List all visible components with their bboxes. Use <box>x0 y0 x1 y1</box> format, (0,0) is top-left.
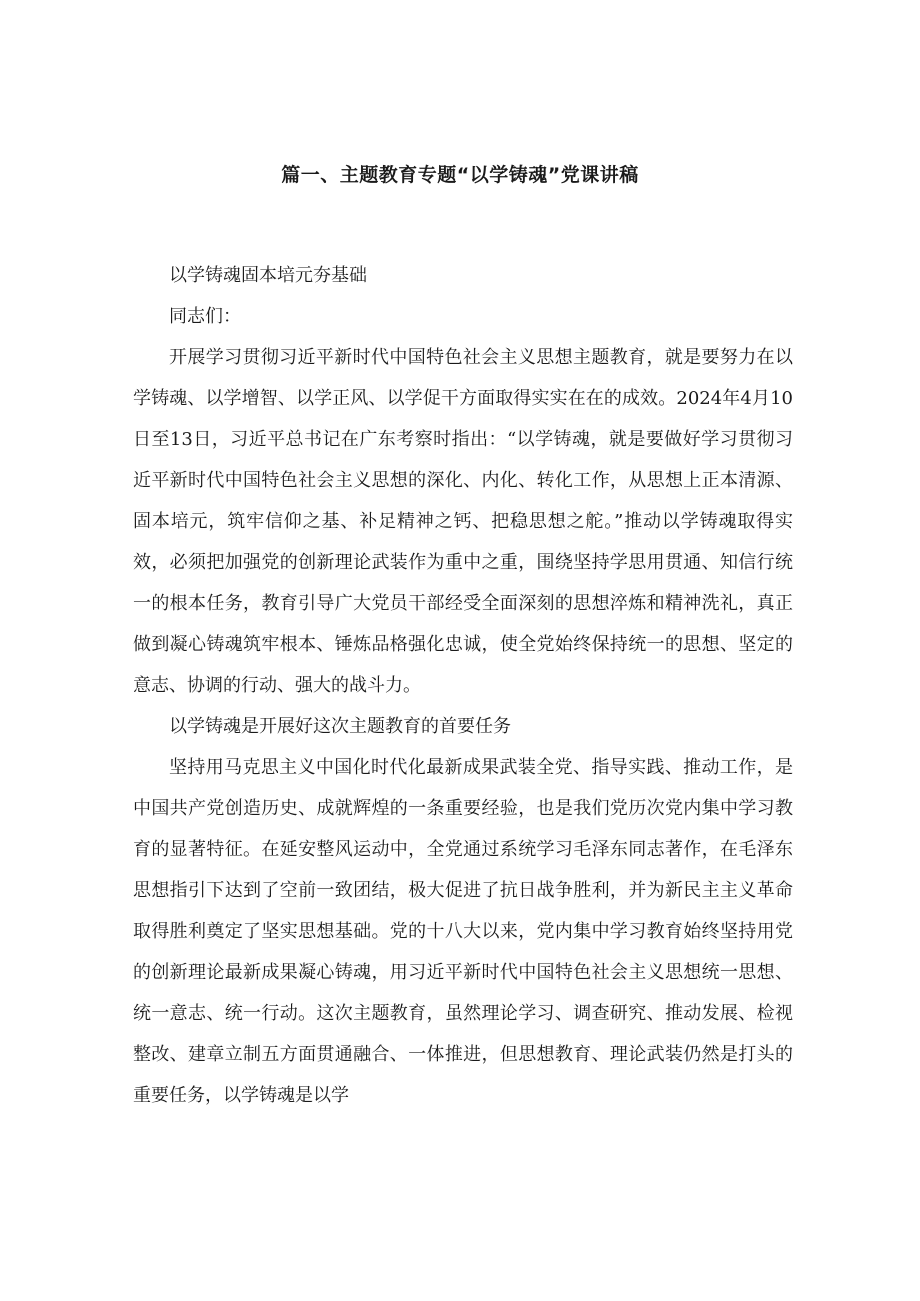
body-paragraph: 坚持用马克思主义中国化时代化最新成果武装全党、指导实践、推动工作，是中国共产党创造历史、成就辉煌的一条重要经验，也是我们党历次党内集中学习教育的显著特征。在延安整风运动中，全党通过系统学习毛泽东同志著作，在毛泽东思想指引下达到了空前一致团结，极大促进了抗日战争胜利，并为新民主主义革命取得胜利奠定了坚实思想基础。党的十八大以来，党内集中学习教育始终坚持用党的创新理论最新成果凝心铸魂，用习近平新时代中国特色社会主义思想统一思想、统一意志、统一行动。这次主题教育，虽然理论学习、调查研究、推动发展、检视整改、建章立制五方面贯通融合、一体推进，但思想教育、理论武装仍然是打头的重要任务，以学铸魂是以学 <box>133 757 793 1106</box>
section-heading: 以学铸魂固本培元夯基础 <box>169 265 367 286</box>
salutation: 同志们： <box>169 306 241 327</box>
section-heading: 以学铸魂是开展好这次主题教育的首要任务 <box>169 716 511 737</box>
body-paragraph: 开展学习贯彻习近平新时代中国特色社会主义思想主题教育，就是要努力在以学铸魂、以学增智、以学正风、以学促干方面取得实实在在的成效。2024年4月10日至13日，习近平总书记在广东考察时指出：“以学铸魂，就是要做好学习贯彻习近平新时代中国特色社会主义思想的深化、内化、转化工作，从思想上正本清源、固本培元，筑牢信仰之基、补足精神之钙、把稳思想之舵。”推动以学铸魂取得实效，必须把加强党的创新理论武装作为重中之重，围绕坚持学思用贯通、知信行统一的根本任务，教育引导广大党员干部经受全面深刻的思想淬炼和精神洗礼，真正做到凝心铸魂筑牢根本、锤炼品格强化忠诚，使全党始终保持统一的思想、坚定的意志、协调的行动、强大的战斗力。 <box>133 347 793 696</box>
document-title: 篇一、主题教育专题“以学铸魂”党课讲稿 <box>281 164 639 186</box>
document-body <box>133 255 793 1116</box>
